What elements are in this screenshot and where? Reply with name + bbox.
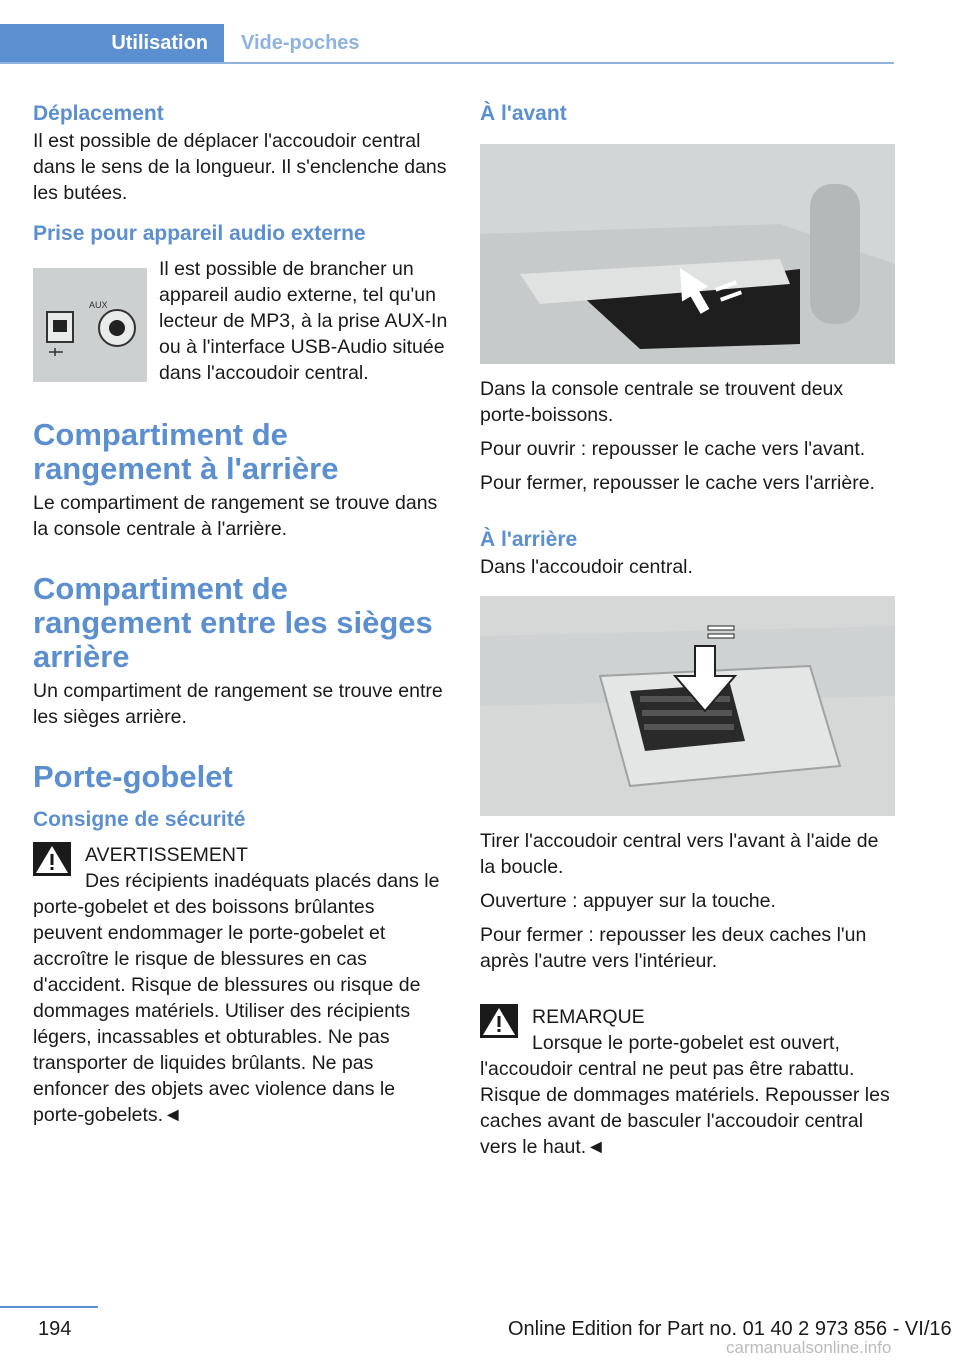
heading-deplacement: Déplacement — [33, 102, 164, 125]
text-audio: Il est possible de brancher un appareil audio externe, tel qu'un lecteur de MP3, à la prise AUX-In ou à l'interface USB-Audio située dans l'accoudoir central. — [159, 258, 448, 384]
text-rear-4: Pour fermer : repousser les deux caches l'un après l'autre vers l'intérieur. — [480, 924, 867, 972]
text-rear-1: Dans l'accoudoir central. — [480, 556, 693, 578]
right-column — [480, 100, 896, 1160]
note-label: REMARQUE — [532, 1006, 645, 1028]
note-text: Lorsque le porte-gobelet est ouvert, l'accoudoir central ne peut pas être rabattu. Risque de dommages matériels. Repousser les caches avant de basculer l'accoudoir central vers le haut.◄ — [480, 1032, 890, 1158]
chapter-header — [0, 24, 894, 64]
aux-label: AUX — [89, 300, 108, 310]
footer-rule — [0, 1306, 98, 1308]
heading-audio: Prise pour appareil audio externe — [33, 222, 366, 245]
rear-armrest-illustration — [480, 596, 895, 816]
text-between-seats: Un compartiment de rangement se trouve entre les sièges arrière. — [33, 680, 443, 728]
text-front-1: Dans la console centrale se trouvent deux porte-boissons. — [480, 378, 844, 426]
heading-cup-holder: Porte-gobelet — [33, 759, 233, 794]
warning-text: Des récipients inadéquats placés dans le porte-gobelet et des boissons brûlantes peuvent endommager le porte-gobelet et accroître le risque de blessures en cas d'accident. Risque de blessures ou risque de dommages matériels. Utiliser des récipients légers, incassables et obturables. Ne pas transporter de liquides brûlants. Ne pas enfoncer des objets avec violence dans le porte-gobelets.◄ — [33, 870, 440, 1126]
warning-block — [33, 842, 449, 1128]
online-edition: Online Edition for Part no. 01 40 2 973 856 - VI/16 — [508, 1318, 952, 1340]
figure-usb-aux — [33, 268, 147, 382]
heading-front: À l'avant — [480, 102, 567, 125]
left-column — [33, 100, 449, 1128]
audio-section — [33, 256, 449, 396]
heading-between-seats: Compartiment de rangement entre les sièges arrière — [33, 571, 433, 674]
heading-rear: À l'arrière — [480, 528, 578, 551]
heading-safety: Consigne de sécurité — [33, 808, 246, 831]
note-block — [480, 1004, 896, 1160]
tab-vide-poches[interactable]: Vide-poches — [241, 32, 360, 54]
page-number: 194 — [38, 1318, 72, 1340]
tab-utilisation[interactable]: Utilisation — [0, 24, 224, 62]
heading-rear-compartment: Compartiment de rangement à l'arrière — [33, 417, 339, 486]
watermark: carmanualsonline.info — [726, 1338, 892, 1357]
text-front-2: Pour ouvrir : repousser le cache vers l'avant. — [480, 438, 866, 460]
figure-rear-cup-holder — [480, 596, 895, 816]
text-front-3: Pour fermer, repousser le cache vers l'arrière. — [480, 472, 875, 494]
text-rear-compartment: Le compartiment de rangement se trouve dans la console centrale à l'arrière. — [33, 492, 438, 540]
front-console-illustration — [480, 144, 895, 364]
warning-triangle-icon — [33, 842, 71, 876]
warning-label: AVERTISSEMENT — [85, 844, 248, 866]
note-triangle-icon — [480, 1004, 518, 1038]
text-rear-2: Tirer l'accoudoir central vers l'avant à l'aide de la boucle. — [480, 830, 879, 878]
usb-aux-ports-illustration — [33, 268, 147, 382]
text-deplacement: Il est possible de déplacer l'accoudoir central dans le sens de la longueur. Il s'enclenche dans les butées. — [33, 130, 447, 204]
figure-front-cup-holder — [480, 144, 895, 364]
text-rear-3: Ouverture : appuyer sur la touche. — [480, 890, 776, 912]
